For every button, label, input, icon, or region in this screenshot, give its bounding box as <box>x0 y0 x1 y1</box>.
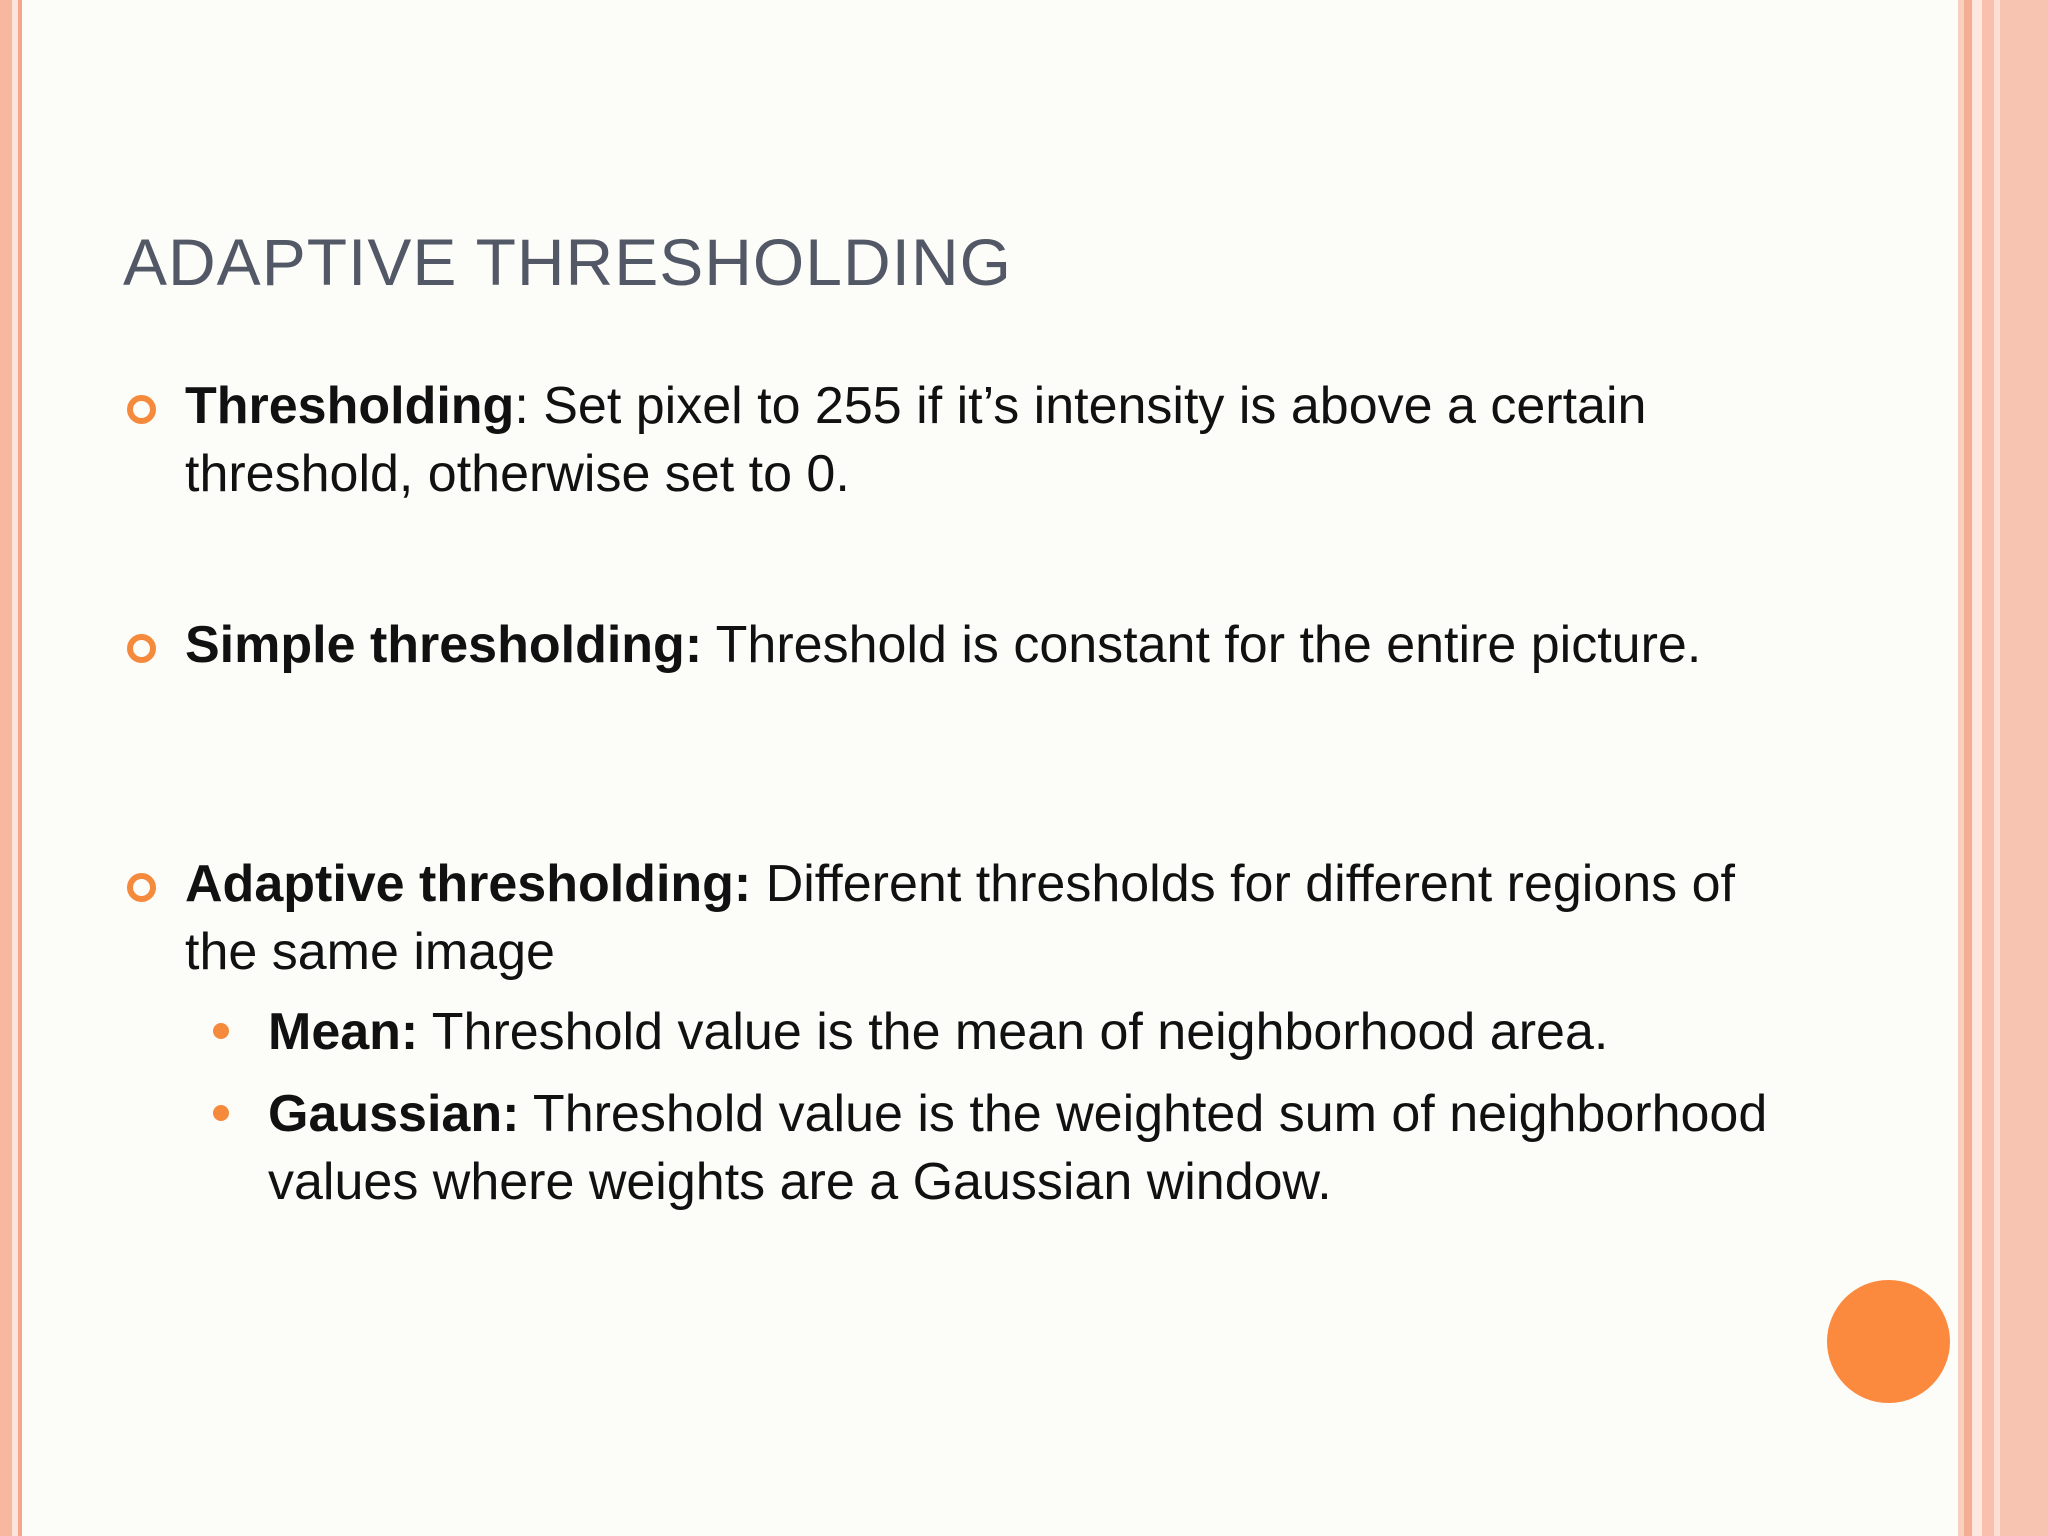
bullet-simple-thresholding <box>185 611 1785 679</box>
bullet-term: Adaptive thresholding: <box>185 855 752 913</box>
sub-bullet-list <box>268 998 1788 1230</box>
right-border-stripe <box>2000 0 2048 1536</box>
bullet-text: Set pixel to 255 if it’s intensity is above a certain threshold, otherwise set to 0. <box>185 377 1647 503</box>
ring-bullet-icon <box>127 634 156 663</box>
bullet-term: Thresholding <box>185 377 515 435</box>
bullet-thresholding <box>185 372 1785 508</box>
ring-bullet-icon <box>127 395 156 424</box>
bullet-text: Different thresholds for different regions of the same image <box>185 855 1735 981</box>
sub-bullet-text: Threshold value is the mean of neighborhood area. <box>418 1003 1609 1061</box>
bullet-term: Simple thresholding: <box>185 616 703 674</box>
right-border-stripe <box>1964 0 1972 1536</box>
sub-bullet-term: Gaussian: <box>268 1085 520 1143</box>
left-border-stripe <box>18 0 22 1536</box>
bullet-separator: : <box>514 377 529 435</box>
sub-bullet-term: Mean: <box>268 1003 419 1061</box>
sub-bullet-gaussian <box>268 1080 1788 1216</box>
orange-circle-decoration <box>1827 1280 1950 1403</box>
slide-title: ADAPTIVE THRESHOLDING <box>123 225 1012 299</box>
right-border-stripe <box>1982 0 1994 1536</box>
dot-bullet-icon <box>213 1105 229 1121</box>
left-border-stripe <box>0 0 12 1536</box>
bullet-adaptive-thresholding <box>185 850 1785 986</box>
bullet-text: Threshold is constant for the entire picture. <box>702 616 1702 674</box>
sub-bullet-text: Threshold value is the weighted sum of neighborhood values where weights are a Gaussian window. <box>268 1085 1768 1211</box>
ring-bullet-icon <box>127 873 156 902</box>
dot-bullet-icon <box>213 1023 229 1039</box>
right-border-stripe <box>1972 0 1982 1536</box>
sub-bullet-mean <box>268 998 1788 1066</box>
